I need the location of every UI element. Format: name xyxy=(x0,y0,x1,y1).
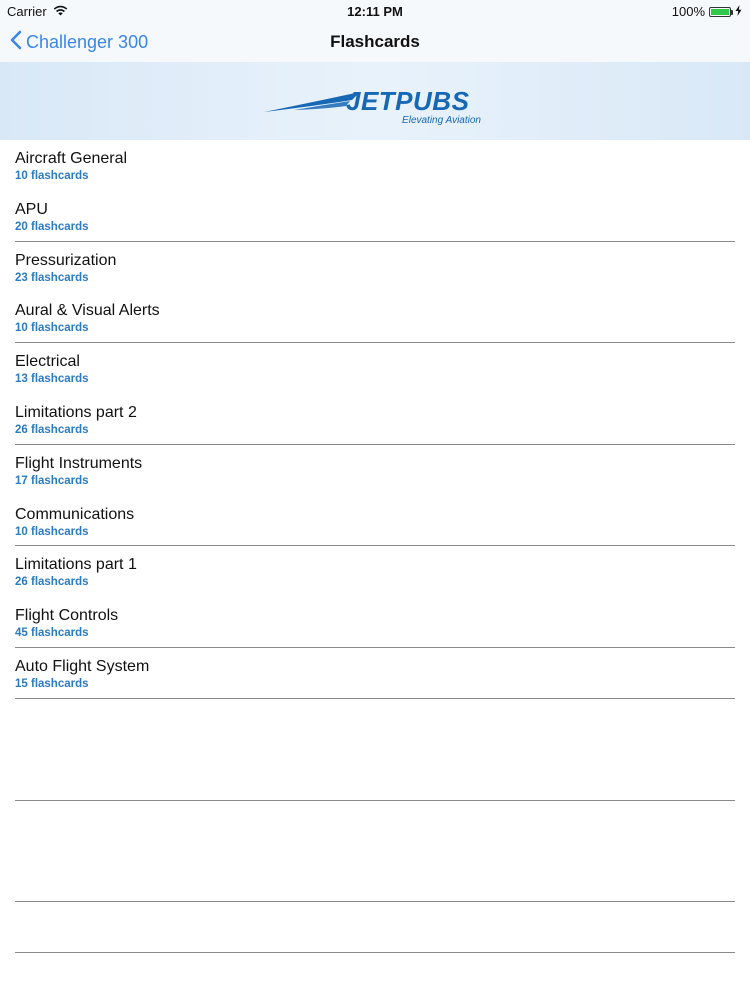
deck-title: Limitations part 2 xyxy=(15,403,137,421)
deck-card-count: 10 flashcards xyxy=(15,322,89,335)
deck-card-count: 20 flashcards xyxy=(15,220,89,233)
status-bar xyxy=(0,0,750,22)
deck-title: Flight Instruments xyxy=(15,454,143,472)
deck-card-count: 10 flashcards xyxy=(15,525,89,538)
deck-title: Auto Flight System xyxy=(15,657,150,675)
logo-text: JETPUBS xyxy=(346,86,470,116)
deck-title: Electrical xyxy=(15,353,80,371)
status-time: 12:11 PM xyxy=(347,4,403,19)
list-item[interactable] xyxy=(0,242,750,293)
list-item[interactable] xyxy=(0,597,750,648)
navigation-bar xyxy=(0,22,750,62)
empty-row-divider xyxy=(15,952,735,953)
deck-title: Aural & Visual Alerts xyxy=(15,302,160,320)
battery-icon xyxy=(709,7,731,17)
status-right xyxy=(672,4,742,19)
deck-title: APU xyxy=(15,200,48,218)
list-item[interactable] xyxy=(0,343,750,394)
jetpubs-logo xyxy=(264,86,486,126)
battery-level-fill xyxy=(711,9,729,15)
deck-card-count: 26 flashcards xyxy=(15,576,89,589)
page-title: Flashcards xyxy=(330,32,420,51)
list-item[interactable] xyxy=(0,140,750,191)
deck-title: Pressurization xyxy=(15,251,117,269)
empty-row-divider xyxy=(15,901,735,902)
deck-title: Communications xyxy=(15,505,135,523)
flashcard-deck-list xyxy=(0,140,750,699)
charging-bolt-icon xyxy=(735,4,742,19)
battery-percent: 100% xyxy=(671,4,705,19)
carrier-label: Carrier xyxy=(7,4,47,19)
deck-card-count: 17 flashcards xyxy=(15,474,89,487)
deck-title: Aircraft General xyxy=(15,150,128,167)
deck-card-count: 15 flashcards xyxy=(15,677,89,690)
brand-banner xyxy=(0,62,750,140)
deck-title: Flight Controls xyxy=(15,607,119,625)
list-item[interactable] xyxy=(0,546,750,597)
deck-card-count: 13 flashcards xyxy=(15,373,89,386)
list-item[interactable] xyxy=(0,445,750,496)
deck-card-count: 26 flashcards xyxy=(15,423,89,436)
list-item[interactable] xyxy=(0,648,750,699)
deck-card-count: 10 flashcards xyxy=(15,170,89,182)
list-item[interactable] xyxy=(0,292,750,343)
list-item[interactable] xyxy=(0,191,750,242)
logo-tagline: Elevating Aviation xyxy=(402,115,481,126)
deck-card-count: 45 flashcards xyxy=(15,627,89,640)
deck-card-count: 23 flashcards xyxy=(15,271,89,284)
list-item[interactable] xyxy=(0,496,750,547)
back-button-label: Challenger 300 xyxy=(26,32,149,52)
deck-title: Limitations part 1 xyxy=(15,556,137,574)
empty-row-divider xyxy=(15,800,735,801)
list-item[interactable] xyxy=(0,394,750,445)
